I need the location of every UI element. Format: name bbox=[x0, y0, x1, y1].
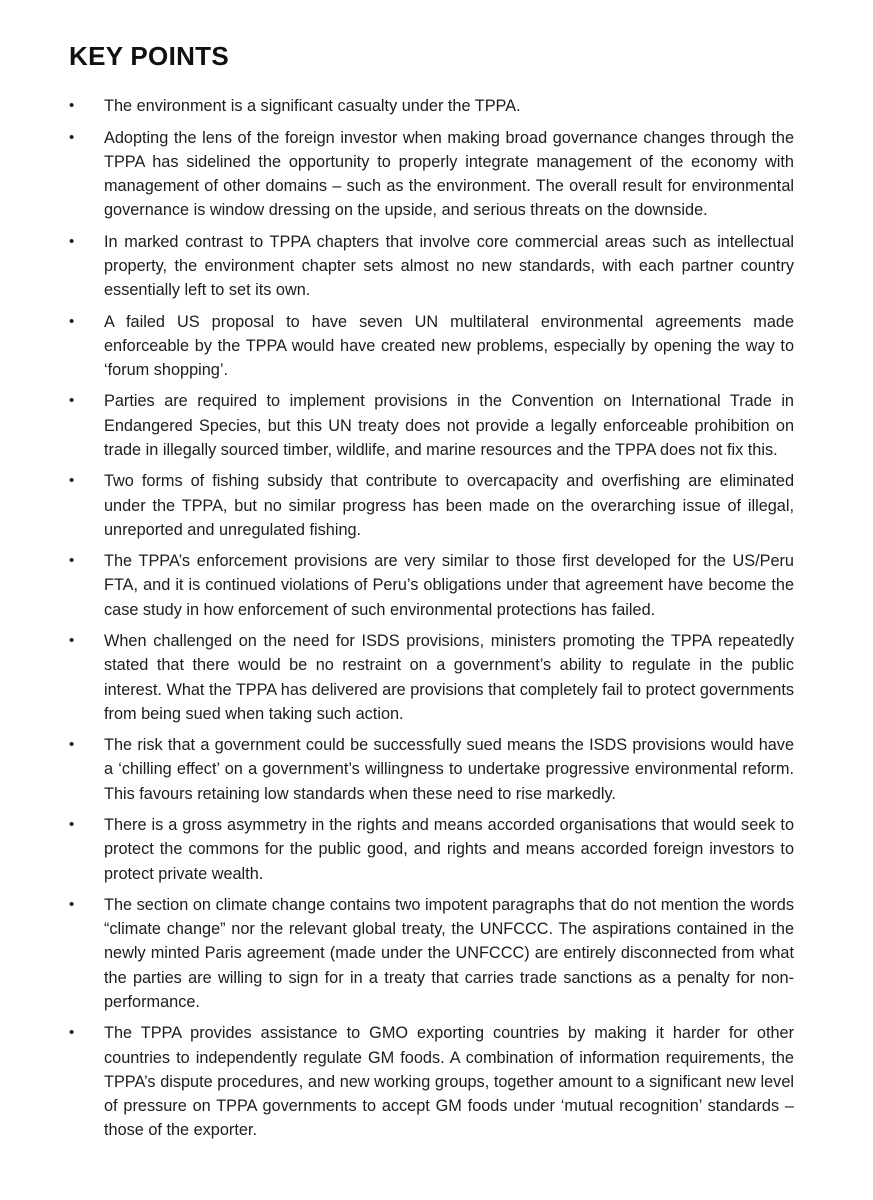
key-point-8 bbox=[69, 629, 794, 726]
key-point-text: When challenged on the need for ISDS provisions, ministers promoting the TPPA repeatedly stated that there would be no restraint on a government’s ability to regulate in the public interest. What the TPPA has delivered are provisions that completely fail to protect governments from being sued when taking such action. bbox=[104, 632, 794, 723]
bullet-icon: • bbox=[69, 1024, 75, 1042]
bullet-icon: • bbox=[69, 736, 75, 754]
key-point-text: Adopting the lens of the foreign investor when making broad governance changes through the TPPA has sidelined the opportunity to properly integrate management of the economy with management of other domains – such as the environment. The overall result for environmental governance is window dressing on the upside, and serious threats on the downside. bbox=[104, 128, 794, 220]
bullet-icon: • bbox=[69, 816, 75, 834]
key-point-6 bbox=[69, 469, 794, 542]
bullet-icon: • bbox=[69, 97, 75, 114]
key-point-text: A failed US proposal to have seven UN multilateral environmental agreements made enforceable by the TPPA would have created new problems, especially by opening the way to ‘forum shopping’. bbox=[104, 312, 794, 379]
bullet-icon: • bbox=[69, 552, 75, 570]
bullet-icon: • bbox=[69, 632, 75, 650]
bullet-icon: • bbox=[69, 896, 75, 914]
key-points-list bbox=[69, 94, 794, 1150]
bullet-icon: • bbox=[69, 232, 75, 250]
bullet-icon: • bbox=[69, 472, 75, 490]
key-point-10 bbox=[69, 813, 794, 886]
key-point-text: The TPPA’s enforcement provisions are very similar to those first developed for the US/Peru FTA, and it is continued violations of Peru’s obligations under that agreement have become the case study in how enforcement of such environmental protections has failed. bbox=[104, 552, 794, 619]
key-point-3 bbox=[69, 230, 794, 303]
key-point-12 bbox=[69, 1021, 794, 1142]
key-point-text: Parties are required to implement provisions in the Convention on International Trade in Endangered Species, but this UN treaty does not provide a legally enforceable prohibition on trade in illegally sourced timber, wildlife, and marine resources and the TPPA does not fix this. bbox=[104, 392, 794, 459]
bullet-icon: • bbox=[69, 128, 75, 146]
bullet-icon: • bbox=[69, 392, 75, 410]
key-point-text: The environment is a significant casualty under the TPPA. bbox=[104, 97, 521, 115]
key-point-2 bbox=[69, 126, 794, 223]
key-point-text: There is a gross asymmetry in the rights and means accorded organisations that would seek to protect the commons for the public good, and rights and means accorded foreign investors to protect private wealth. bbox=[104, 816, 794, 883]
key-point-text: The section on climate change contains two impotent paragraphs that do not mention the words “climate change” nor the relevant global treaty, the UNFCCC. The aspirations contained in the newly minted Paris agreement (made under the UNFCCC) are entirely disconnected from what the parties are willing to sign for in a treaty that carries trade sanctions as a penalty for non-performance. bbox=[104, 896, 794, 1011]
bullet-icon: • bbox=[69, 312, 75, 330]
key-point-7 bbox=[69, 549, 794, 622]
key-point-5 bbox=[69, 389, 794, 462]
key-point-11 bbox=[69, 893, 794, 1014]
key-point-4 bbox=[69, 310, 794, 383]
key-point-text: Two forms of fishing subsidy that contribute to overcapacity and overfishing are eliminated under the TPPA, but no similar progress has been made on the overarching issue of illegal, unreported and unregulated fishing. bbox=[104, 472, 794, 539]
key-point-1 bbox=[69, 94, 794, 118]
key-point-text: The risk that a government could be successfully sued means the ISDS provisions would have a ‘chilling effect’ on a government’s willingness to undertake progressive environmental reform. This favours retaining low standards when these need to rise markedly. bbox=[104, 736, 794, 803]
key-point-9 bbox=[69, 733, 794, 806]
page-heading: KEY POINTS bbox=[69, 41, 230, 71]
key-point-text: In marked contrast to TPPA chapters that involve core commercial areas such as intellectual property, the environment chapter sets almost no new standards, with each partner country essentially left to set its own. bbox=[104, 232, 794, 300]
key-point-text: The TPPA provides assistance to GMO exporting countries by making it harder for other countries to independently regulate GM foods. A combination of information requirements, the TPPA’s dispute procedures, and new working groups, together amount to a significant new level of pressure on TPPA governments to accept GM foods under ‘mutual recognition’ standards – those of the exporter. bbox=[104, 1024, 794, 1140]
